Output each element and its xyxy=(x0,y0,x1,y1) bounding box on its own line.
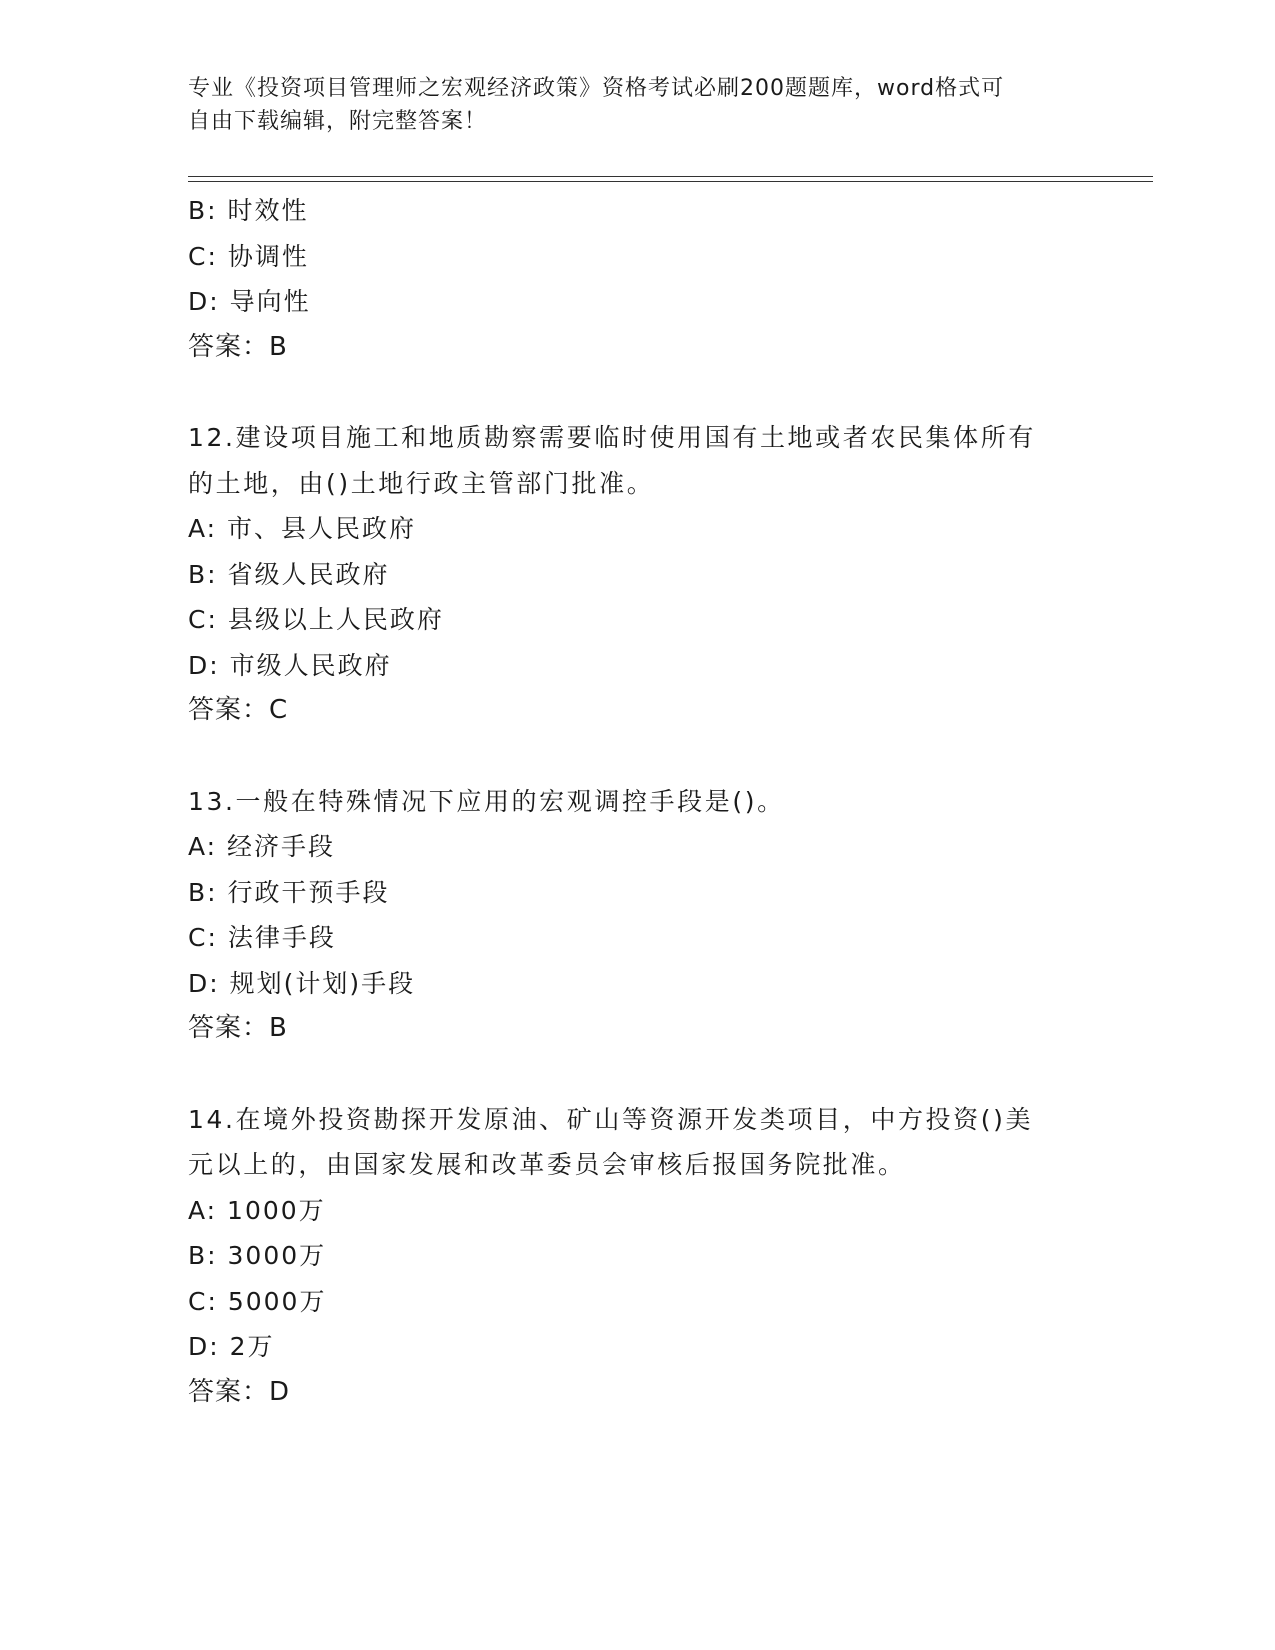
option-a: A: 市、县人民政府 xyxy=(188,514,417,543)
header-rule-bottom xyxy=(188,181,1153,182)
question-11-tail xyxy=(188,188,1088,370)
option-b: B: 3000万 xyxy=(188,1241,327,1270)
answer: 答案：B xyxy=(188,1013,288,1043)
question-list xyxy=(188,188,1088,1415)
option-b: B: 时效性 xyxy=(188,196,309,225)
answer: 答案：B xyxy=(188,331,288,362)
question-stem: 14.在境外投资勘探开发原油、矿山等资源开发类项目，中方投资()美 元以上的，由国家发展和改革委员会审核后报国务院批准。 xyxy=(188,1104,1034,1179)
page-header: 专业《投资项目管理师之宏观经济政策》资格考试必刷200题题库，word格式可 自由下载编辑，附完整答案！ xyxy=(188,76,1005,134)
question-12 xyxy=(188,415,1088,734)
header-rule-top xyxy=(188,176,1153,177)
option-b: B: 行政干预手段 xyxy=(188,877,390,907)
option-d: D: 市级人民政府 xyxy=(188,650,392,680)
option-d: D: 2万 xyxy=(188,1332,275,1361)
option-d: D: 导向性 xyxy=(188,287,311,316)
answer: 答案：D xyxy=(188,1376,291,1407)
option-a: A: 经济手段 xyxy=(188,832,336,861)
option-b: B: 省级人民政府 xyxy=(188,559,390,589)
option-c: C: 法律手段 xyxy=(188,923,336,952)
option-c: C: 县级以上人民政府 xyxy=(188,605,444,634)
question-13 xyxy=(188,779,1088,1052)
option-d: D: 规划(计划)手段 xyxy=(188,968,416,998)
option-c: C: 5000万 xyxy=(188,1286,327,1316)
option-a: A: 1000万 xyxy=(188,1195,326,1225)
question-stem: 12.建设项目施工和地质勘察需要临时使用国有土地或者农民集体所有 的土地，由()土地行政主管部门批准。 xyxy=(188,423,1036,498)
question-stem: 13.一般在特殊情况下应用的宏观调控手段是()。 xyxy=(188,786,785,816)
question-14 xyxy=(188,1097,1088,1416)
option-c: C: 协调性 xyxy=(188,241,309,271)
answer: 答案：C xyxy=(188,695,289,725)
